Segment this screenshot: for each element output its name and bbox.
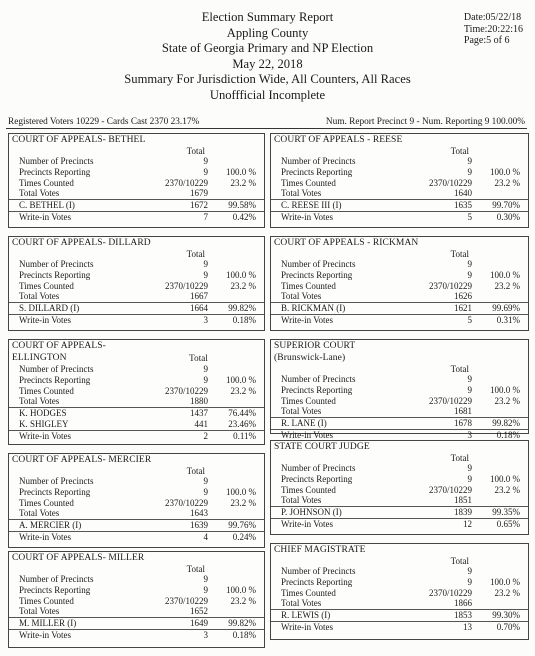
- race-row: [9, 375, 264, 386]
- row-percent: 23.2 %: [230, 497, 256, 508]
- row-percent: 99.70%: [492, 200, 520, 211]
- row-percent: 100.0 %: [226, 269, 256, 280]
- race-box: [8, 133, 265, 228]
- race-title: COURT OF APPEALS- MILLER: [12, 553, 145, 563]
- row-label: Times Counted: [281, 395, 336, 406]
- row-label: Times Counted: [19, 280, 74, 291]
- row-count: 1839: [454, 507, 472, 518]
- summary-line: [8, 117, 525, 127]
- race-title: SUPERIOR COURT: [274, 341, 356, 351]
- total-header: Total: [186, 564, 205, 574]
- total-header: Total: [186, 249, 205, 259]
- row-label: R. LANE (I): [281, 418, 327, 429]
- race-row: [9, 270, 264, 281]
- row-label: Precincts Reporting: [19, 486, 91, 497]
- row-label: Total Votes: [19, 508, 60, 519]
- row-count: 9: [467, 384, 472, 395]
- race-box: [270, 440, 529, 535]
- race-row: [9, 520, 264, 532]
- county-name: Appling County: [226, 25, 309, 40]
- row-count: 1626: [454, 291, 472, 302]
- race-row: [271, 178, 528, 189]
- row-count: 9: [203, 374, 208, 385]
- row-percent: 99.82%: [492, 418, 520, 429]
- row-label: Times Counted: [19, 497, 74, 508]
- race-row: [271, 418, 528, 430]
- race-row: [9, 498, 264, 509]
- race-row: [9, 630, 264, 641]
- row-count: 12: [463, 518, 472, 529]
- race-box: [8, 551, 265, 648]
- race-box: [8, 236, 265, 331]
- row-label: Number of Precincts: [281, 374, 356, 384]
- row-count: 9: [467, 473, 472, 484]
- row-percent: 0.24%: [232, 531, 256, 542]
- row-percent: 100.0 %: [226, 584, 256, 595]
- row-count: 9: [467, 259, 472, 269]
- row-count: 2370/10229: [428, 587, 472, 598]
- row-label: Number of Precincts: [281, 463, 356, 473]
- row-label: Write-in Votes: [281, 621, 334, 632]
- race-row: [9, 431, 264, 442]
- row-label: C. REESE III (I): [281, 200, 342, 211]
- row-count: 9: [203, 166, 208, 177]
- row-count: 2370/10229: [164, 595, 208, 606]
- total-header: Total: [450, 453, 469, 463]
- race-row: [9, 281, 264, 292]
- row-label: Precincts Reporting: [281, 166, 353, 177]
- row-label: Number of Precincts: [19, 574, 94, 584]
- row-count: 9: [203, 574, 208, 584]
- race-row: [9, 596, 264, 607]
- row-percent: 99.35%: [492, 507, 520, 518]
- row-label: Write-in Votes: [19, 211, 72, 222]
- row-label: Times Counted: [281, 177, 336, 188]
- row-count: 9: [467, 566, 472, 576]
- row-count: 9: [203, 476, 208, 486]
- row-count: 1679: [190, 188, 208, 199]
- row-label: Precincts Reporting: [281, 576, 353, 587]
- race-row: [9, 167, 264, 178]
- row-count: 4: [203, 531, 208, 542]
- row-label: Number of Precincts: [281, 156, 356, 166]
- race-row: [9, 606, 264, 618]
- row-percent: 99.69%: [492, 303, 520, 314]
- row-percent: 100.0 %: [226, 374, 256, 385]
- row-label: Number of Precincts: [19, 156, 94, 166]
- row-percent: 0.65%: [496, 518, 520, 529]
- row-label: Times Counted: [19, 595, 74, 606]
- election-name: State of Georgia Primary and NP Election: [161, 41, 374, 55]
- row-label: Precincts Reporting: [19, 584, 91, 595]
- race-title: ELLINGTON Total: [12, 353, 208, 363]
- report-title: Election Summary Report: [201, 10, 334, 24]
- race-row: [9, 585, 264, 596]
- row-percent: 100.0 %: [490, 269, 520, 280]
- row-label: Total Votes: [281, 495, 322, 506]
- row-percent: 0.70%: [496, 621, 520, 632]
- row-percent: 0.31%: [496, 314, 520, 325]
- row-percent: 0.18%: [232, 314, 256, 325]
- row-percent: 100.0 %: [490, 166, 520, 177]
- race-row: [9, 178, 264, 189]
- row-count: 1652: [190, 606, 208, 617]
- race-row: [9, 618, 264, 630]
- race-row: [9, 200, 264, 212]
- row-label: Number of Precincts: [281, 566, 356, 576]
- race-row: [9, 303, 264, 315]
- row-count: 13: [463, 621, 472, 632]
- race-row: [9, 156, 264, 167]
- row-label: Total Votes: [19, 606, 60, 617]
- row-count: 1640: [454, 188, 472, 199]
- row-label: Total Votes: [281, 188, 322, 199]
- row-count: 9: [203, 259, 208, 269]
- race-row: [9, 508, 264, 520]
- row-label: R. LEWIS (I): [281, 610, 331, 621]
- race-row: [271, 385, 528, 396]
- row-label: Precincts Reporting: [19, 269, 91, 280]
- race-title: COURT OF APPEALS-: [12, 341, 106, 351]
- race-row: [271, 156, 528, 167]
- row-count: 2: [203, 430, 208, 441]
- row-percent: 0.30%: [496, 211, 520, 222]
- row-label: Total Votes: [19, 291, 60, 302]
- row-count: 2370/10229: [428, 280, 472, 291]
- race-row: [271, 566, 528, 577]
- election-date: May 22, 2018: [232, 56, 303, 71]
- row-count: 2370/10229: [164, 280, 208, 291]
- row-label: Times Counted: [281, 587, 336, 598]
- row-count: 9: [467, 156, 472, 166]
- row-label: Write-in Votes: [19, 531, 72, 542]
- row-count: 1672: [190, 200, 208, 211]
- race-row: [9, 188, 264, 200]
- race-box: [270, 339, 529, 440]
- row-count: 2370/10229: [428, 177, 472, 188]
- total-header: Total: [450, 364, 469, 374]
- report-header: [0, 10, 535, 103]
- row-count: 3: [203, 629, 208, 640]
- row-label: Write-in Votes: [19, 314, 72, 325]
- race-box: [270, 236, 529, 331]
- race-row: [271, 495, 528, 507]
- race-row: [9, 476, 264, 487]
- report-date: Date:05/22/18: [463, 12, 522, 23]
- race-title: CHIEF MAGISTRATE: [274, 545, 366, 555]
- total-header: Total: [450, 249, 469, 259]
- row-count: 9: [467, 269, 472, 280]
- race-row: [9, 532, 264, 543]
- row-label: Write-in Votes: [19, 629, 72, 640]
- race-row: [271, 315, 528, 326]
- race-row: [271, 577, 528, 588]
- row-label: Times Counted: [281, 280, 336, 291]
- row-label: Precincts Reporting: [19, 374, 91, 385]
- row-percent: 23.2 %: [494, 177, 520, 188]
- race-row: [271, 507, 528, 519]
- row-count: 1664: [190, 303, 208, 314]
- row-label: Precincts Reporting: [19, 166, 91, 177]
- race-row: [9, 259, 264, 270]
- race-row: [271, 281, 528, 292]
- row-label: Times Counted: [19, 385, 74, 396]
- row-percent: 100.0 %: [226, 486, 256, 497]
- row-percent: 23.46%: [228, 418, 256, 429]
- race-row: [271, 474, 528, 485]
- row-count: 2370/10229: [164, 497, 208, 508]
- race-row: [271, 485, 528, 496]
- row-label: C. BETHEL (I): [19, 200, 75, 211]
- row-count: 2370/10229: [428, 484, 472, 495]
- race-row: [271, 291, 528, 303]
- row-label: Times Counted: [281, 484, 336, 495]
- row-label: Number of Precincts: [19, 364, 94, 374]
- race-row: [271, 463, 528, 474]
- row-count: 1635: [454, 200, 472, 211]
- row-percent: 0.18%: [232, 629, 256, 640]
- race-row: [9, 315, 264, 326]
- row-count: 9: [203, 584, 208, 595]
- row-count: 5: [467, 211, 472, 222]
- row-label: Times Counted: [19, 177, 74, 188]
- race-row: [271, 270, 528, 281]
- row-count: 1437: [190, 408, 208, 419]
- race-row: [271, 303, 528, 315]
- row-label: Precincts Reporting: [281, 473, 353, 484]
- race-row: [9, 364, 264, 375]
- row-percent: 99.76%: [228, 520, 256, 531]
- row-count: 1621: [454, 303, 472, 314]
- row-count: 3: [467, 429, 472, 440]
- row-count: 9: [467, 374, 472, 384]
- row-percent: 100.0 %: [490, 384, 520, 395]
- row-count: 3: [203, 314, 208, 325]
- row-count: 2370/10229: [428, 395, 472, 406]
- row-count: 1649: [190, 618, 208, 629]
- race-row: [271, 598, 528, 610]
- row-label: A. MERCIER (I): [19, 520, 82, 531]
- row-count: 9: [467, 576, 472, 587]
- total-header: Total: [186, 146, 205, 156]
- row-label: Total Votes: [19, 396, 60, 407]
- row-percent: 0.42%: [232, 211, 256, 222]
- row-count: 9: [203, 364, 208, 374]
- row-count: 9: [203, 269, 208, 280]
- row-percent: 100.0 %: [490, 473, 520, 484]
- row-percent: 0.11%: [233, 430, 256, 441]
- row-label: Total Votes: [281, 598, 322, 609]
- row-percent: 99.58%: [228, 200, 256, 211]
- row-percent: 23.2 %: [494, 280, 520, 291]
- row-label: Write-in Votes: [281, 518, 334, 529]
- row-label: Write-in Votes: [19, 430, 72, 441]
- race-row: [271, 588, 528, 599]
- row-percent: 99.30%: [492, 610, 520, 621]
- row-label: K. SHIGLEY: [19, 418, 69, 429]
- row-count: 441: [194, 418, 208, 429]
- row-percent: 23.2 %: [230, 177, 256, 188]
- row-label: Write-in Votes: [281, 211, 334, 222]
- row-label: S. DILLARD (I): [19, 303, 80, 314]
- row-label: Total Votes: [281, 291, 322, 302]
- report-meta: [464, 12, 523, 47]
- row-label: Number of Precincts: [19, 259, 94, 269]
- race-row: [271, 519, 528, 530]
- row-count: 9: [467, 166, 472, 177]
- race-row: [271, 200, 528, 212]
- row-count: 1851: [454, 495, 472, 506]
- row-label: Write-in Votes: [281, 429, 334, 440]
- race-row: [9, 386, 264, 397]
- race-row: [271, 396, 528, 407]
- row-percent: 23.2 %: [230, 280, 256, 291]
- row-count: 1681: [454, 406, 472, 417]
- row-label: Precincts Reporting: [281, 384, 353, 395]
- row-count: 2370/10229: [164, 385, 208, 396]
- race-row: [271, 167, 528, 178]
- race-row: [271, 610, 528, 622]
- report-time: Time:20:22:16: [463, 23, 523, 35]
- row-count: 1639: [190, 520, 208, 531]
- race-title: STATE COURT JUDGE: [274, 442, 370, 452]
- race-box: [270, 543, 529, 640]
- row-count: 9: [467, 463, 472, 473]
- row-percent: 100.0 %: [490, 576, 520, 587]
- total-header: Total: [450, 146, 469, 156]
- race-box: [8, 453, 265, 548]
- race-title: COURT OF APPEALS- BETHEL: [12, 135, 146, 145]
- row-count: 1643: [190, 508, 208, 519]
- row-count: 9: [203, 486, 208, 497]
- race-row: [9, 212, 264, 223]
- row-label: Total Votes: [19, 188, 60, 199]
- race-title: COURT OF APPEALS- MERCIER: [12, 455, 152, 465]
- row-percent: 99.82%: [228, 618, 256, 629]
- row-count: 1866: [454, 598, 472, 609]
- race-row: [9, 291, 264, 303]
- race-box: [270, 133, 529, 228]
- summary-scope: Summary For Jurisdiction Wide, All Counters, All Races: [124, 72, 411, 86]
- race-row: [271, 622, 528, 633]
- row-label: M. MILLER (I): [19, 618, 77, 629]
- row-percent: 23.2 %: [230, 595, 256, 606]
- total-header: Total: [189, 353, 208, 363]
- row-label: Write-in Votes: [281, 314, 334, 325]
- row-label: P. JOHNSON (I): [281, 507, 342, 518]
- row-percent: 23.2 %: [494, 587, 520, 598]
- race-row: [271, 188, 528, 200]
- race-row: [271, 259, 528, 270]
- race-title: COURT OF APPEALS - REESE: [274, 135, 403, 145]
- race-row: [9, 419, 264, 431]
- row-label: Total Votes: [281, 406, 322, 417]
- row-label: Number of Precincts: [281, 259, 356, 269]
- row-label: Number of Precincts: [19, 476, 94, 486]
- row-count: 1853: [454, 610, 472, 621]
- row-count: 7: [203, 211, 208, 222]
- row-count: 5: [467, 314, 472, 325]
- row-percent: 23.2 %: [494, 395, 520, 406]
- row-percent: 23.2 %: [494, 484, 520, 495]
- race-row: [271, 212, 528, 223]
- row-label: B. RICKMAN (I): [281, 303, 346, 314]
- row-count: 1678: [454, 418, 472, 429]
- race-title: COURT OF APPEALS - RICKMAN: [274, 238, 419, 248]
- row-count: 9: [203, 156, 208, 166]
- row-count: 1667: [190, 291, 208, 302]
- race-row: [271, 374, 528, 385]
- row-count: 2370/10229: [164, 177, 208, 188]
- row-label: K. HODGES: [19, 408, 67, 419]
- race-row: [9, 487, 264, 498]
- race-row: [9, 396, 264, 408]
- row-percent: 23.2 %: [230, 385, 256, 396]
- row-label: Precincts Reporting: [281, 269, 353, 280]
- row-percent: 76.44%: [228, 408, 256, 419]
- registered-voters: Registered Voters 10229 - Cards Cast 2370 23.17%: [8, 117, 200, 127]
- race-row: [271, 406, 528, 418]
- race-title: COURT OF APPEALS- DILLARD: [12, 238, 151, 248]
- page-number: Page:5 of 6: [463, 35, 510, 46]
- precinct-reporting: Num. Report Precinct 9 - Num. Reporting 9 100.00%: [325, 117, 525, 127]
- race-box: [8, 339, 265, 445]
- race-row: [9, 574, 264, 585]
- race-row: [9, 408, 264, 419]
- total-header: Total: [450, 556, 469, 566]
- divider: [6, 128, 527, 129]
- row-percent: 100.0 %: [226, 166, 256, 177]
- row-percent: 0.18%: [496, 429, 520, 440]
- row-count: 1880: [190, 396, 208, 407]
- row-percent: 99.82%: [228, 303, 256, 314]
- total-header: Total: [186, 466, 205, 476]
- race-title: (Brunswick-Lane): [274, 353, 346, 363]
- status-line: Unoffficial Incomplete: [209, 87, 326, 102]
